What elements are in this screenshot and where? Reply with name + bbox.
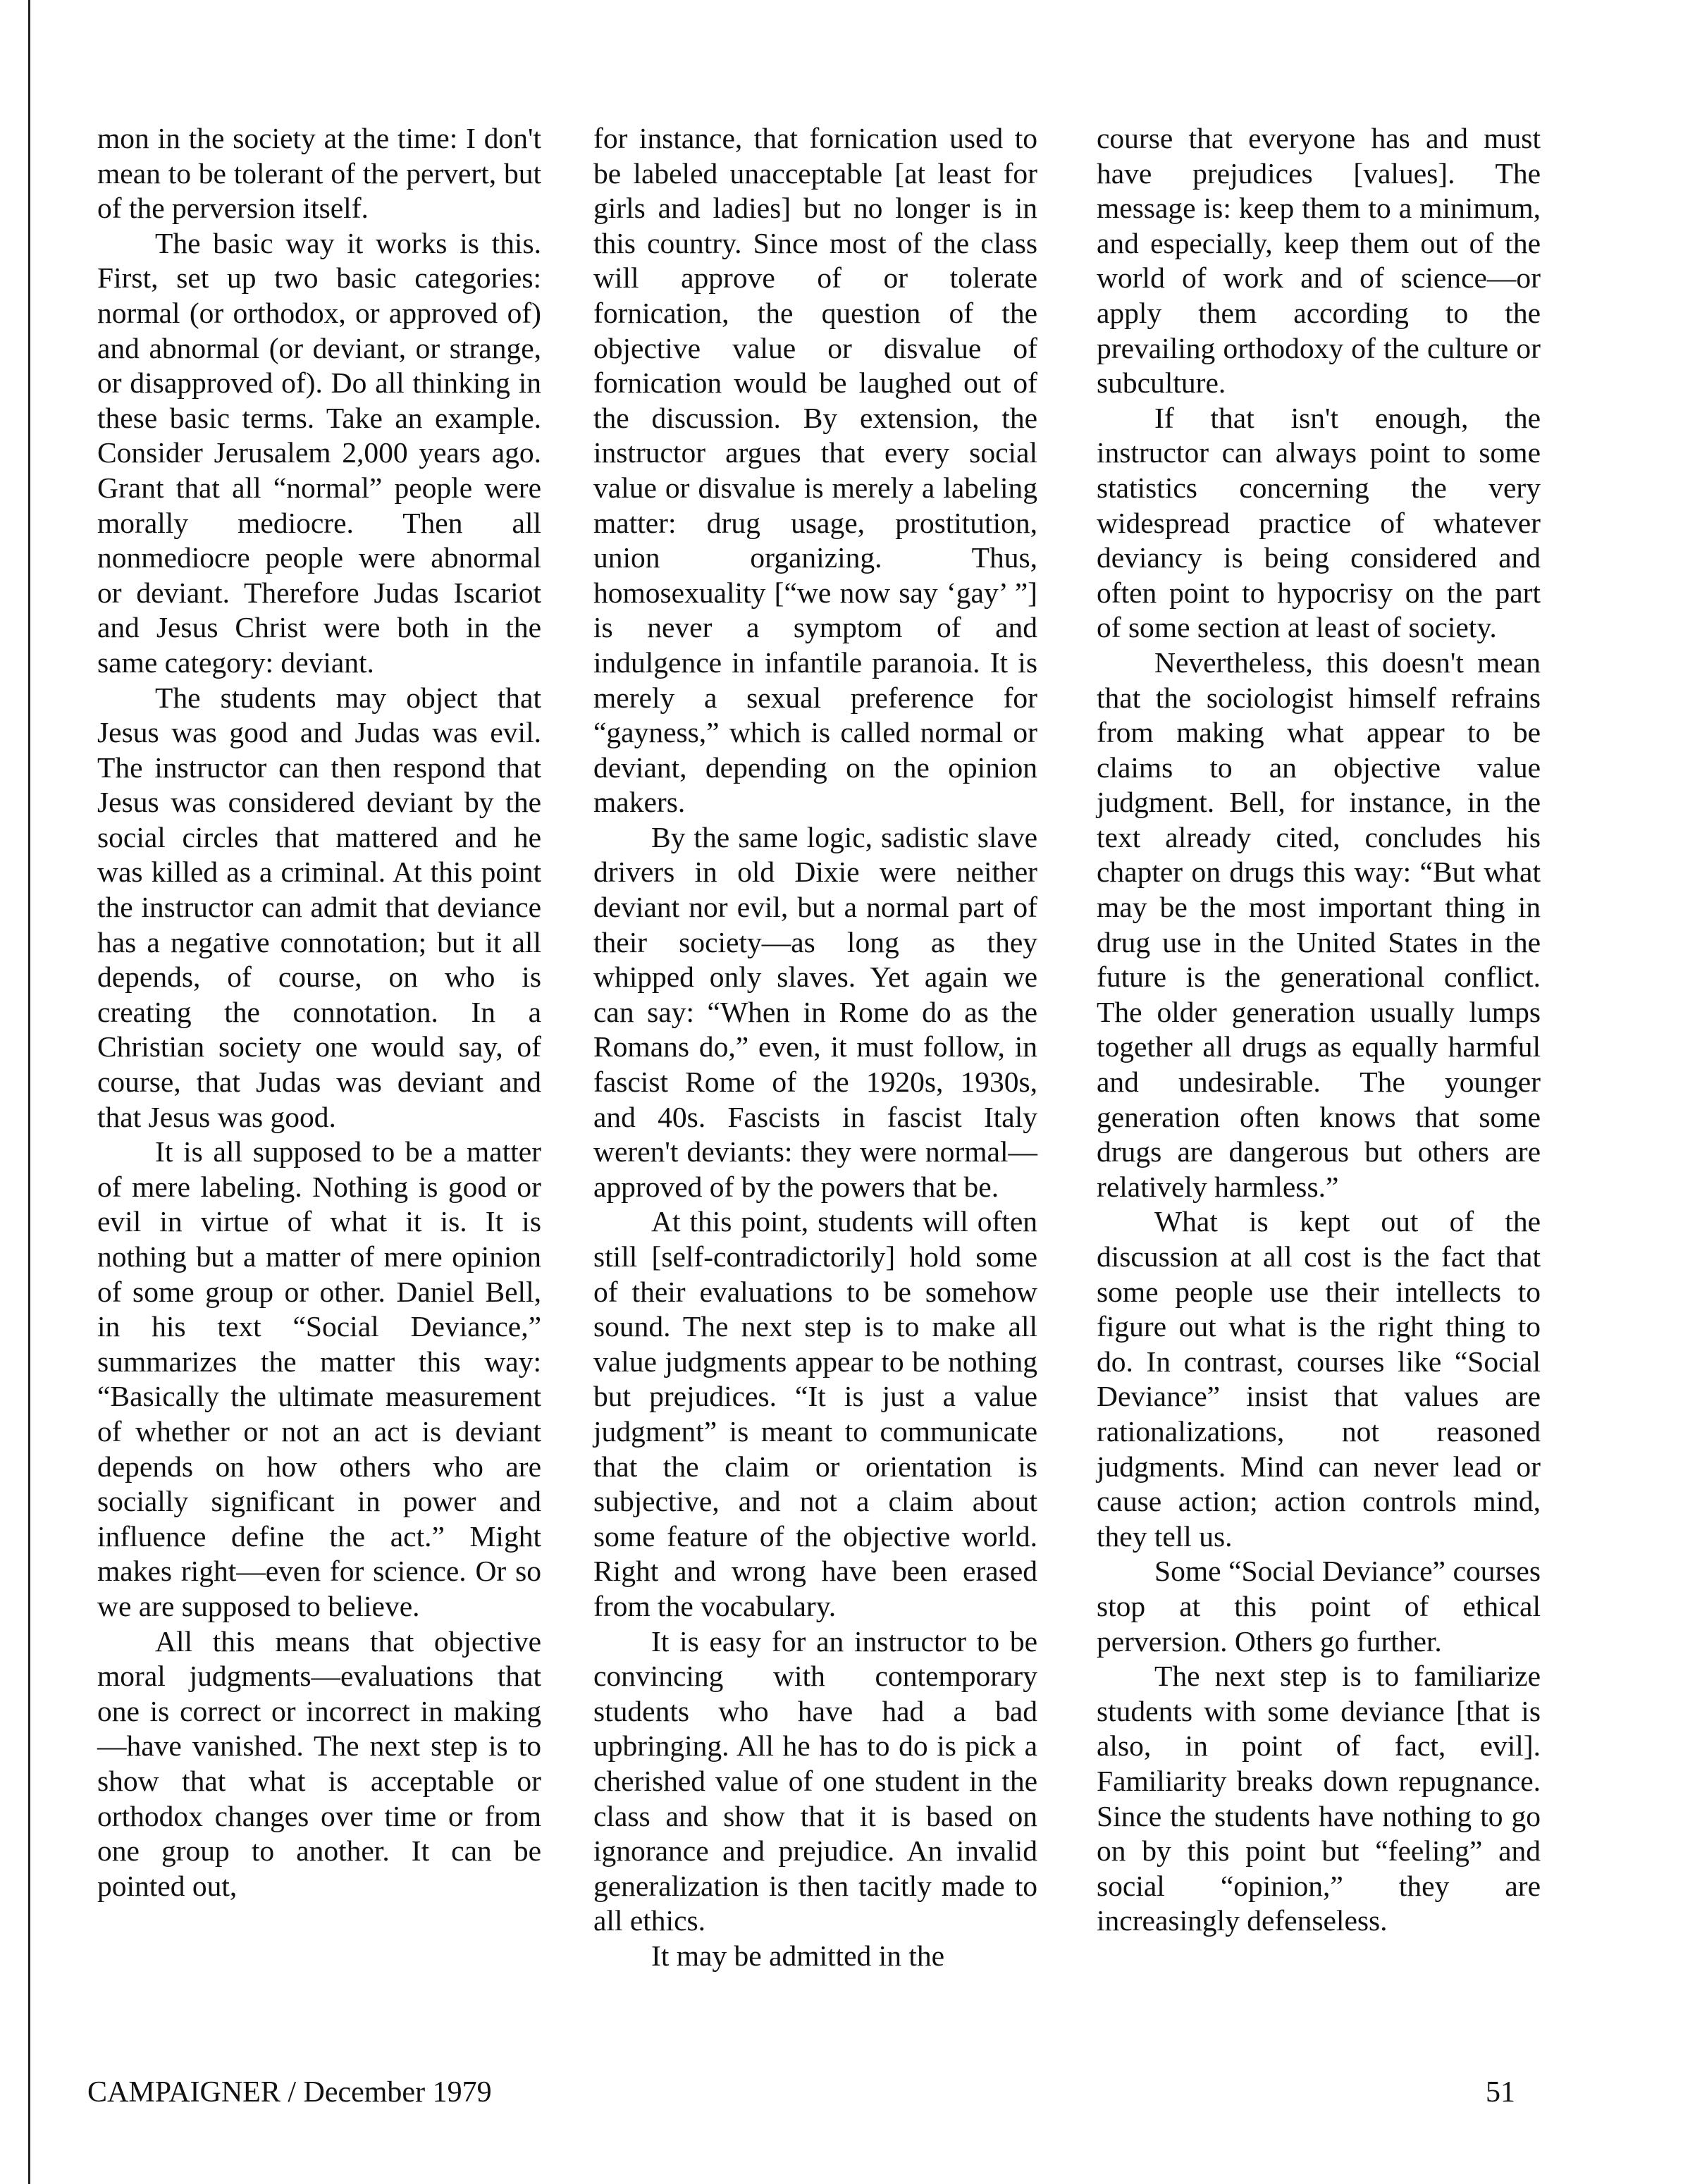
paragraph: The next step is to familiarize students with some deviance [that is also, in point of fact, evil]. Familiarity breaks down repugnance. Since the students have nothing to go on by this point but “feeling” and social “opinion,” they are increasingly defenseless. (1097, 1660, 1541, 1937)
paragraph: What is kept out of the discussion at all cost is the fact that some people use their intellects to figure out what is the right thing to do. In contrast, courses like “Social Deviance” insist that values are rationalizations, not reasoned judgments. Mind can never lead or cause action; action controls mind, they tell us. (1097, 1205, 1541, 1553)
footer-publication: CAMPAIGNER / December 1979 (87, 2076, 492, 2109)
paragraph: Some “Social Deviance” courses stop at this point of ethical perversion. Others go further. (1097, 1555, 1541, 1658)
paragraph: mon in the society at the time: I don't mean to be tolerant of the pervert, but of the perversion itself. (97, 122, 541, 225)
paragraph: The students may object that Jesus was good and Judas was evil. The instructor can then respond that Jesus was considered deviant by the social circles that mattered and he was killed as a criminal. At this point the instructor can admit that deviance has a negative connotation; but it all depends, of course, on who is creating the connotation. In a Christian society one would say, of course, that Judas was deviant and that Jesus was good. (97, 681, 541, 1133)
paragraph: All this means that objective moral judgments—evaluations that one is correct or incorrect in making—have vanished. The next step is to show that what is acceptable or orthodox changes over time or from one group to another. It can be pointed out, (97, 1624, 541, 1902)
paragraph: course that everyone has and must have prejudices [values]. The message is: keep them to a minimum, and especially, keep them out of the world of work and of science—or apply them according to the prevailing orthodoxy of the culture or subculture. (1097, 122, 1541, 400)
paragraph: for instance, that fornication used to be labeled unacceptable [at least for girls and ladies] but no longer is in this country. Since most of the class will approve of or tolerate fornication, the question of the objective value or disvalue of fornication would be laughed out of the discussion. By extension, the instructor argues that every social value or disvalue is merely a labeling matter: drug usage, prostitution, union organizing. Thus, homosexuality [“we now say ‘gay’ ”] is never a symptom of and indulgence in infantile paranoia. It is merely a sexual preference for “gayness,” which is called normal or deviant, depending on the opinion makers. (593, 122, 1037, 819)
paragraph: If that isn't enough, the instructor can always point to some statistics concerning the very widespread practice of whatever deviancy is being considered and often point to hypocrisy on the part of some section at least of society. (1097, 401, 1541, 644)
page-number: 51 (1486, 2076, 1515, 2109)
article-column-2 (593, 121, 1037, 1973)
article-column-3 (1097, 121, 1541, 1939)
paragraph: It may be admitted in the (651, 1939, 945, 1972)
paragraph: Nevertheless, this doesn't mean that the sociologist himself refrains from making what appear to be claims to an objective value judgment. Bell, for instance, in the text already cited, concludes his chapter on drugs this way: “But what may be the most important thing in drug use in the United States in the future is the generational conflict. The older generation usually lumps together all drugs as equally harmful and undesirable. The younger generation often knows that some drugs are dangerous but others are relatively harmless.” (1097, 646, 1541, 1203)
paragraph: The basic way it works is this. First, set up two basic categories: normal (or orthodox, or approved of) and abnormal (or deviant, or strange, or disapproved of). Do all thinking in these basic terms. Take an example. Consider Jerusalem 2,000 years ago. Grant that all “normal” people were morally mediocre. Then all nonmediocre people were abnormal or deviant. Therefore Judas Iscariot and Jesus Christ were both in the same category: deviant. (97, 226, 541, 679)
article-column-1 (97, 121, 541, 1904)
paragraph: It is all supposed to be a matter of mere labeling. Nothing is good or evil in virtue of what it is. It is nothing but a matter of mere opinion of some group or other. Daniel Bell, in his text “Social Deviance,” summarizes the matter this way: “Basically the ultimate measurement of whether or not an act is deviant depends on how others who are socially significant in power and influence define the act.” Might makes right—even for science. Or so we are supposed to believe. (97, 1135, 541, 1622)
paragraph: At this point, students will often still [self-contradictorily] hold some of their evaluations to be somehow sound. The next step is to make all value judgments appear to be nothing but prejudices. “It is just a value judgment” is meant to communicate that the claim or orientation is subjective, and not a claim about some feature of the objective world. Right and wrong have been erased from the vocabulary. (593, 1205, 1037, 1622)
page-edge-rule (28, 0, 30, 2184)
paragraph: By the same logic, sadistic slave drivers in old Dixie were neither deviant nor evil, but a normal part of their society—as long as they whipped only slaves. Yet again we can say: “When in Rome do as the Romans do,” even, it must follow, in fascist Rome of the 1920s, 1930s, and 40s. Fascists in fascist Italy weren't deviants: they were normal—approved of by the powers that be. (593, 820, 1037, 1203)
paragraph: It is easy for an instructor to be convincing with contemporary students who have had a bad upbringing. All he has to do is pick a cherished value of one student in the class and show that it is based on ignorance and prejudice. An invalid generalization is then tacitly made to all ethics. (593, 1624, 1037, 1937)
